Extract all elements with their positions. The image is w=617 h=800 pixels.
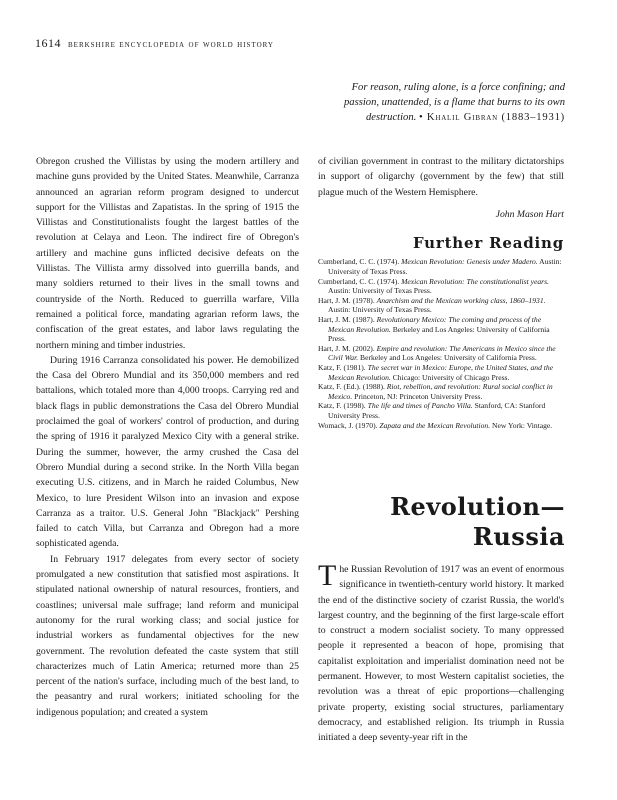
reference-item: Hart, J. M. (1987). Revolutionary Mexico: The coming and process of the Mexican Revolution. Berkeley and Los Angeles: University of California Press. <box>318 315 550 344</box>
reference-item: Katz, F. (1998). The life and times of Pancho Villa. Stanford, CA: Stanford University Press. <box>318 401 546 420</box>
running-head <box>35 36 274 51</box>
reference-item: Katz, F. (1981). The secret war in Mexico: Europe, the United States, and the Mexican Revolution. Chicago: University of Chicago Press. <box>318 363 554 382</box>
page-number: 1614 <box>35 36 61 50</box>
epigraph <box>315 80 565 125</box>
article-title <box>390 492 565 552</box>
article-author: John Mason Hart <box>495 208 564 220</box>
paragraph <box>318 559 564 746</box>
paragraph: During 1916 Carranza consolidated his power. He demobilized the Casa del Obrero Mundial and its 350,000 members and red battalions, which totaled more than 4,000 troops. Carrying red and black flags in public demonstrations the Casa del Obrero Mundial proclaimed the goal of workers' control of production, and during the spring of 1916 it paralyzed Mexico City with a general strike. During the summer, however, the army crushed the Casa del Obrero Mundial during a second strike. In the North Villa began executing U.S. citizens, and in March he raided Columbus, New Mexico, to lure President Wilson into an invasion and expose Carranza as a traitor. U.S. General John "Blackjack" Pershing failed to catch Villa, but Carranza and Obregon had a more sophisticated agenda. <box>36 354 299 550</box>
reference-item: Hart, J. M. (2002). Empire and revolution: The Americans in Mexico since the Civil War. Berkeley and Los Angeles: University of California Press. <box>318 343 556 363</box>
epigraph-quote: For reason, ruling alone, is a force confining; and passion, unattended, is a flame that burns to its own destruction. <box>343 82 565 123</box>
reference-list <box>318 257 564 430</box>
reference-item: Cumberland, C. C. (1974). Mexican Revolution: The constitutionalist years. Austin: University of Texas Press. <box>318 276 549 296</box>
drop-cap: T <box>318 559 337 592</box>
further-reading-heading: Further Reading <box>412 234 564 253</box>
reference-item: Cumberland, C. C. (1974). Mexican Revolution: Genesis under Madero. Austin: University of Texas Press. <box>318 257 562 277</box>
article-text: he Russian Revolution of 1917 was an event of enormous significance in twentieth-century world history. It marked the end of the distinctive society of czarist Russia, the world's largest country, and the beginning of the first large-scale effort to construct a modern socialist society. To many oppressed people it represented a beacon of hope, promising that capitalist exploitation and imperialist domination need not be permanent. However, to most Western capitalist societies, the revolution was a threat of epic proportions—challenging private property, existing social structures, parliamentary democracy, and established religion. Its triumph in Russia initiated a deep seventy-year rift in the <box>318 564 564 744</box>
right-column <box>318 154 564 430</box>
article-body <box>318 559 564 746</box>
article-title-line: Russia <box>472 522 565 551</box>
reference-item: Womack, J. (1970). Zapata and the Mexican Revolution. New York: Vintage. <box>318 420 553 430</box>
paragraph: Obregon crushed the Villistas by using the modern artillery and machine guns provided by the United States. Meanwhile, Carranza announced an agrarian reform program designed to undercut support for the Villistas and Zapatistas. In the spring of 1915 the Villistas and Constitutionalists fought the largest battles of the revolution at Celaya and Leon. The indirect fire of Obregon's artillery and machine guns inflicted decisive defeats on the Villistas. The Villista army dissolved into guerrilla bands, and many soldiers returned to their lives in the small towns and countryside of the North. Reduced to guerrilla warfare, Villa remained a political force, mandating agrarian reform laws, the confiscation of the great estates, and labor laws regulating the northern mining and timber industries. <box>36 156 299 351</box>
paragraph: In February 1917 delegates from every sector of society promulgated a new constitution that satisfied most aspirations. It stipulated national ownership of natural resources, frontiers, and coastlines; universal male suffrage; land reform and municipal autonomy for the rural working class; and social justice for industrial workers as fundamental objectives for the new government. The revolution defeated the caste system that still characterizes much of Latin America; returned more than 25 percent of the nation's surface, including much of the best land, to the peasantry and rural workers; initiated schooling for the indigenous population; and created a system <box>36 553 299 718</box>
left-column <box>36 154 299 720</box>
encyclopedia-title: berkshire encyclopedia of world history <box>68 39 274 50</box>
reference-item: Katz, F. (Ed.). (1988). Riot, rebellion, and revolution: Rural social conflict in Mexico. Princeton, NJ: Princeton University Press. <box>318 382 553 401</box>
epigraph-author: • Khalil Gibran (1883–1931) <box>418 112 565 123</box>
paragraph: of civilian government in contrast to the military dictatorships in support of oligarchy (government by the few) that still plague much of the Western Hemisphere. <box>318 156 564 198</box>
article-title-line: Revolution— <box>390 492 565 521</box>
reference-item: Hart, J. M. (1978). Anarchism and the Mexican working class, 1860–1931. Austin: University of Texas Press. <box>318 295 546 315</box>
